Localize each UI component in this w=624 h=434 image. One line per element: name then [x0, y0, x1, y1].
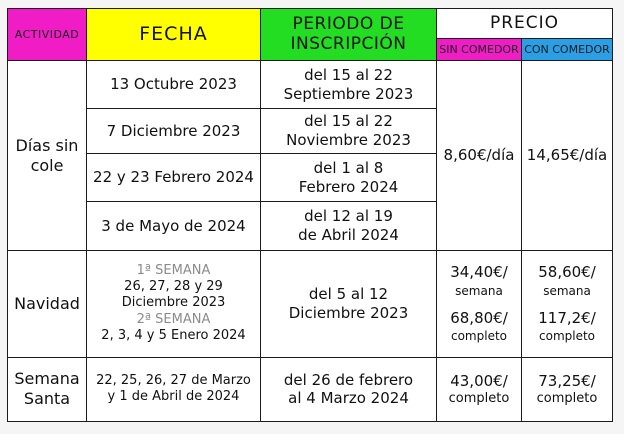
periodo-line2: Noviembre 2023: [286, 130, 411, 149]
precio-sin-comedor-navidad: [437, 250, 522, 357]
fecha-cell: 7 Diciembre 2023: [87, 108, 261, 153]
periodo-line1: del 15 al 22: [304, 65, 393, 84]
periodo-line2: Diciembre 2023: [288, 303, 409, 322]
periodo-line1: del 12 al 19: [304, 207, 393, 226]
precio-sin-comedor-dias: 8,60€/día: [437, 61, 522, 250]
actividad-santa-line1: Semana: [14, 369, 80, 389]
price-completo: 117,2€/: [538, 308, 596, 327]
header-precio: PRECIO: [437, 9, 613, 39]
header-fecha: FECHA: [87, 9, 261, 61]
price-completo: 73,25€/: [538, 371, 596, 390]
price-unit-completo: completo: [448, 390, 510, 406]
fecha-cell: 22 y 23 Febrero 2024: [87, 154, 261, 202]
header-sin-comedor: SIN COMEDOR: [437, 39, 522, 61]
price-unit-semana: semana: [543, 283, 591, 298]
semana2-dates: 2, 3, 4 y 5 Enero 2024: [101, 327, 246, 343]
price-unit-semana: semana: [455, 283, 503, 298]
periodo-cell: [261, 108, 437, 153]
semana1-dates-line1: 26, 27, 28 y 29: [124, 279, 223, 295]
price-completo: 68,80€/: [450, 308, 508, 327]
price-unit-completo: completo: [536, 390, 598, 406]
periodo-line1: del 1 al 8: [313, 158, 384, 177]
periodo-line1: del 5 al 12: [308, 284, 389, 303]
periodo-line2: Septiembre 2023: [283, 84, 414, 103]
price-unit-completo: completo: [450, 329, 507, 344]
fecha-santa-line2: y 1 de Abril de 2024: [107, 389, 240, 405]
semana1-dates-line2: Diciembre 2023: [121, 295, 226, 311]
price-completo: 43,00€/: [450, 371, 508, 390]
actividad-dias-sin-cole: [8, 61, 87, 250]
periodo-line1: del 26 de febrero: [283, 370, 414, 389]
periodo-line2: de Abril 2024: [298, 226, 399, 245]
header-con-comedor: CON COMEDOR: [522, 39, 613, 61]
precio-con-comedor-santa: [522, 357, 613, 422]
actividad-semana-santa: [8, 357, 87, 422]
price-table: [7, 8, 613, 422]
periodo-cell: [261, 202, 437, 250]
actividad-dias-line1: Días sin: [15, 135, 79, 155]
fecha-santa-line1: 22, 25, 26, 27 de Marzo: [96, 373, 251, 388]
actividad-navidad: Navidad: [8, 250, 87, 357]
periodo-cell: [261, 61, 437, 108]
header-periodo: [261, 9, 437, 61]
price-semana: 34,40€/: [450, 262, 508, 281]
precio-con-comedor-dias: 14,65€/día: [522, 61, 613, 250]
periodo-cell: [261, 154, 437, 202]
periodo-line2: Febrero 2024: [298, 177, 399, 196]
semana1-label: 1ª SEMANA: [136, 262, 211, 278]
precio-sin-comedor-santa: [437, 357, 522, 422]
price-unit-completo: completo: [539, 329, 596, 344]
price-semana: 58,60€/: [538, 262, 596, 281]
header-periodo-line1: PERIODO DE: [292, 14, 405, 35]
semana2-label: 2ª SEMANA: [136, 311, 211, 327]
fecha-semana-santa: [87, 357, 261, 422]
fecha-cell: 3 de Mayo de 2024: [87, 202, 261, 250]
fecha-cell: 13 Octubre 2023: [87, 61, 261, 108]
precio-con-comedor-navidad: [522, 250, 613, 357]
actividad-santa-line2: Santa: [23, 389, 71, 409]
periodo-line2: al 4 Marzo 2024: [288, 389, 409, 408]
periodo-semana-santa: [261, 357, 437, 422]
periodo-navidad: [261, 250, 437, 357]
fecha-navidad: [87, 250, 261, 357]
periodo-line1: del 15 al 22: [304, 112, 393, 131]
header-periodo-line2: INSCRIPCIÓN: [290, 33, 407, 54]
header-actividad: ACTIVIDAD: [8, 9, 87, 61]
actividad-dias-line2: cole: [30, 155, 64, 175]
